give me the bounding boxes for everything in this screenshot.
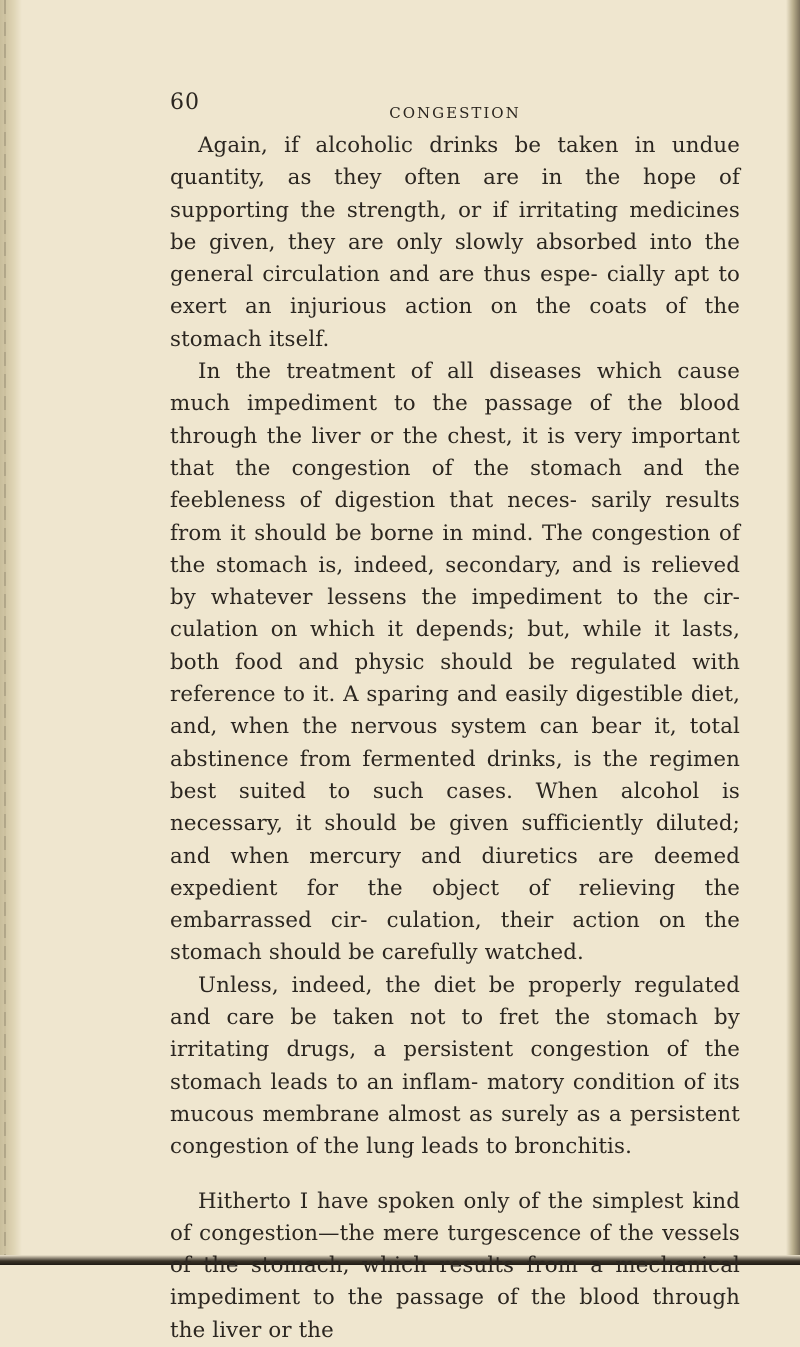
paragraph-1: Again, if alcoholic drinks be taken in undue quantity, as they often are in the hope of supporting the strength, or if irritating medicines be given, they are only slowly absorbed into the general circulation and are thus espe- cially apt to exert an injurious action on the coats of the stomach itself.: [170, 133, 740, 352]
page-right-edge: [786, 0, 800, 1265]
page-binding-edge: [0, 0, 22, 1265]
running-head: CONGESTION: [389, 104, 521, 122]
paragraph-3: Unless, indeed, the diet be properly regulated and care be taken not to fret the stomach by irritating drugs, a persistent congestion of the stomach leads to an inflam- matory condition of its mucous membrane almost as surely as a persistent congestion of the lung leads to bronchitis.: [170, 972, 740, 1160]
paragraph-4: Hitherto I have spoken only of the simplest kind of congestion—the mere turgescence of the vessels of the stomach, which results from a mechanical impediment to the passage of the blood through the liver or the: [170, 1188, 740, 1343]
book-page: [170, 90, 740, 1347]
paragraph-2: In the treatment of all diseases which cause much impediment to the passage of the blood through the liver or the chest, it is very important that the congestion of the stomach and the feebleness of digestion that neces- sarily results from it should be borne in mind. The congestion of the stomach is, indeed, secondary, and is relieved by whatever lessens the impediment to the cir- culation on which it depends; but, while it lasts, both food and physic should be regulated with reference to it. A sparing and easily digestible diet, and, when the nervous system can bear it, total abstinence from fermented drinks, is the regimen best suited to such cases. When alcohol is necessary, it should be given sufficiently diluted; and when mercury and diuretics are deemed expedient for the object of relieving the embarrassed cir- culation, their action on the stomach should be carefully watched.: [170, 359, 740, 966]
page-header: [170, 90, 740, 130]
page-number: 60: [170, 90, 200, 115]
